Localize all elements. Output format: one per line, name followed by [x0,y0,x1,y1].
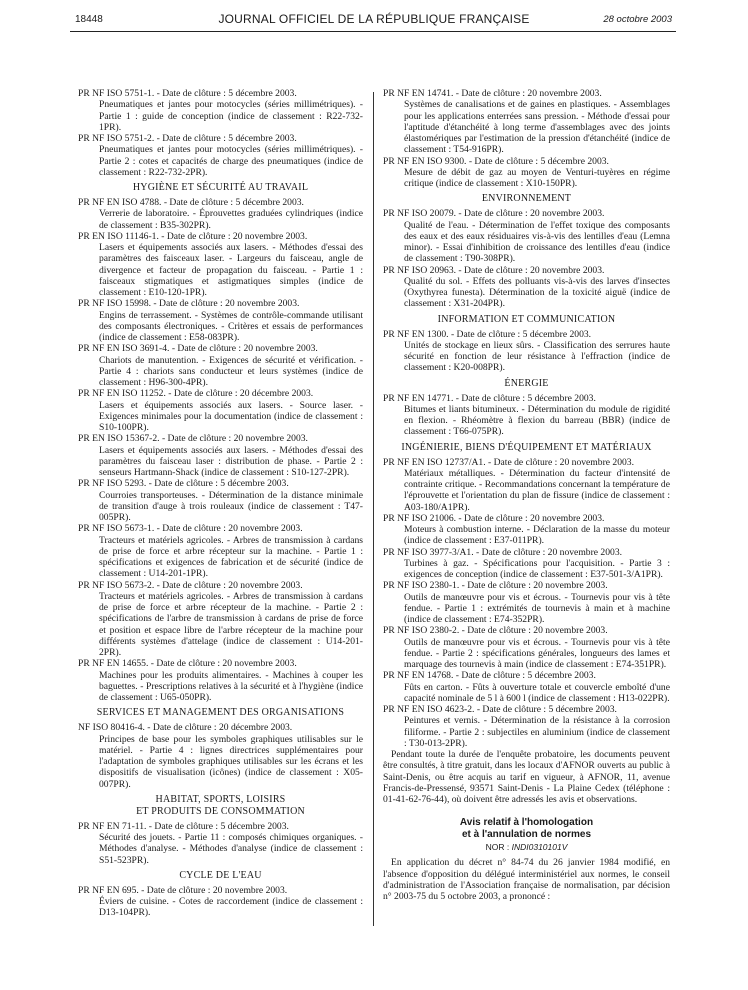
entry-reference: PR NF ISO 5673-1. - Date de clôture : 20 novembre 2003. [78,523,303,535]
page-header [0,10,748,30]
entry-reference: PR NF ISO 5673-2. - Date de clôture : 20 novembre 2003. [78,579,303,591]
section-heading-line: ENVIRONNEMENT [481,193,572,205]
entry-description: Courroies transporteuses. - Détermination de la distance minimale de transition d'auge à trois rouleaux (indice de classement : T47-005PR). [99,489,363,523]
standard-entry [383,704,670,749]
nor-code: INDI0310101V [511,842,568,853]
entry-description: Verrerie de laboratoire. - Éprouvettes graduées cylindriques (indice de classement : B35-302PR). [99,208,363,231]
journal-title: JOURNAL OFFICIEL DE LA RÉPUBLIQUE FRANÇAISE [218,12,530,26]
entry-description: Chariots de manutention. - Exigences de sécurité et vérification. - Partie 4 : chariots sans conducteur et leurs systèmes (indice de classement : H96-300-4PR). [99,354,363,388]
entry-description: Unités de stockage en lieux sûrs. - Classification des serrures haute sécurité en fonction de leur résistance à l'effraction (indice de classement : K20-008PR). [404,339,670,374]
entry-reference: PR NF EN ISO 11252. - Date de clôture : 20 décembre 2003. [78,388,314,400]
entry-description: Engins de terrassement. - Systèmes de contrôle-commande utilisant des composants électroniques. - Critères et essais de performances (indice de classement : E58-083PR). [99,309,363,343]
standard-entry [383,329,670,374]
column-divider [373,92,374,926]
notice-title [383,817,670,841]
notice-title-line: Avis relatif à l'homologation [459,817,594,829]
standard-entry [383,208,670,264]
entry-description: Mesure de débit de gaz au moyen de Venturi-tuyères en régime critique (indice de classement : X10-150PR). [404,166,670,189]
entry-description: Systèmes de canalisations et de gaines en plastiques. - Assemblages pour les applications enterrées sans pression. - Méthode d'essai pour l'aptitude d'étanchéité à long terme d'assemblages avec des joints élastomériques par l'estimation de la pression d'étanchéité (indice de classement : T54-916PR). [404,99,670,156]
issue-date: 28 octobre 2003 [603,14,672,25]
section-heading-line: ET PRODUITS DE CONSOMMATION [136,805,305,817]
entry-reference: PR NF EN 1300. - Date de clôture : 5 décembre 2003. [383,328,592,340]
entry-reference: PR NF ISO 3977-3/A1. - Date de clôture : 20 novembre 2003. [383,546,623,558]
entry-description: Lasers et équipements associés aux lasers. - Méthodes d'essai des paramètres des faisceaux laser. - Largeurs du faisceau, angle de divergence et facteur de propagation du faisceau. - Partie 1 : faisceaux stigmatiques et astigmatiques simples (indice de classement : E10-120-1PR). [99,242,363,298]
left-column [78,88,363,919]
right-column [383,88,670,902]
entry-description: Sécurité des jouets. - Partie 11 : composés chimiques organiques. - Méthodes d'analyse. - Méthodes d'analyse (indice de classement : S51-523PR). [99,832,363,866]
entry-reference: PR NF EN 14768. - Date de clôture : 5 décembre 2003. [383,670,596,682]
entry-reference: PR NF ISO 5751-1. - Date de clôture : 5 décembre 2003. [78,88,297,99]
standard-entry [383,670,670,704]
section-heading [78,870,363,882]
section-heading [383,193,670,205]
section-heading-line: INGÉNIERIE, BIENS D'ÉQUIPEMENT ET MATÉRIAUX [401,441,652,453]
header-rule [70,31,676,32]
body-paragraph: En application du décret n° 84-74 du 26 janvier 1984 modifié, en l'absence d'opposition du délégué interministériel aux normes, le conseil d'administration de l'Association française de normalisation, par décision n° 2003-75 du 5 octobre 2003, a prononcé : [383,857,670,902]
entry-reference: PR NF EN 695. - Date de clôture : 20 novembre 2003. [78,884,288,896]
entry-description: Qualité de l'eau. - Détermination de l'effet toxique des composants des eaux et des eaux résiduaires vis-à-vis des lentilles d'eau (Lemna minor). - Essai d'inhibition de croissance des lentilles d'eau (indice de classement : T90-308PR). [404,219,670,265]
entry-description: Outils de manœuvre pour vis et écrous. - Tournevis pour vis à tête fendue. - Partie 1 : extrémités de tournevis à main et à machine (indice de classement : E74-352PR). [404,591,670,625]
entry-description: Pneumatiques et jantes pour motocycles (séries millimétriques). - Partie 2 : cotes et capacités de charge des pneumatiques (indice de classement : R22-732-2PR). [99,144,363,178]
section-heading [383,314,670,326]
section-heading-line: CYCLE DE L'EAU [179,869,262,881]
entry-reference: PR NF ISO 2380-1. - Date de clôture : 20 novembre 2003. [383,580,608,592]
standard-entry [383,625,670,670]
entry-description: Éviers de cuisine. - Cotes de raccordement (indice de classement : D13-104PR). [99,896,363,919]
entry-description: Pneumatiques et jantes pour motocycles (séries millimétriques). - Partie 1 : guide de conception (indice de classement : R22-732-1PR). [99,99,363,133]
entry-description: Lasers et équipements associés aux lasers. - Source laser. - Exigences minimales pour la documentation (indice de classement : S10-100PR). [99,399,363,433]
entry-description: Moteurs à combustion interne. - Déclaration de la masse du moteur (indice de classement : E37-011PR). [404,524,670,547]
notice-title-line: et à l'annulation de normes [461,829,592,841]
standard-entry [78,478,363,523]
entry-reference: PR NF ISO 5293. - Date de clôture : 5 décembre 2003. [78,478,289,490]
entry-reference: PR NF ISO 15998. - Date de clôture : 20 novembre 2003. [78,298,300,310]
standard-entry [78,433,363,478]
entry-description: Tracteurs et matériels agricoles. - Arbres de transmission à cardans de prise de force et arbre récepteur de la machine. - Partie 2 : spécifications de l'arbre de transmission à cardans de prise de force et position et espace libre de l'arbre récepteur de la machine pour différents systèmes d'attelage (indice de classement : U14-201-2PR). [99,590,363,658]
section-heading [383,378,670,390]
standard-entry [78,231,363,299]
entry-description: Principes de base pour les symboles graphiques utilisables sur le matériel. - Partie 4 : lignes directrices supplémentaires pour l'adaptation de symboles graphiques utilisables sur les écrans et les dispositifs de visualisation (icônes) (indice de classement : X05-007PR). [99,733,363,790]
entry-description: Bitumes et liants bitumineux. - Détermination du module de rigidité en flexion. - Rhéomètre à flexion du barreau (BBR) (indice de classement : T66-075PR). [404,403,670,438]
standard-entry [78,298,363,343]
entry-reference: PR NF ISO 5751-2. - Date de clôture : 5 décembre 2003. [78,133,297,144]
entry-reference: PR NF EN ISO 12737/A1. - Date de clôture : 20 novembre 2003. [383,456,635,468]
standard-entry [78,523,363,579]
section-heading [78,794,363,818]
entry-description: Machines pour les produits alimentaires. - Machines à couper les baguettes. - Prescriptions relatives à la sécurité et à l'hygiène (indice de classement : U65-050PR). [99,669,363,703]
section-heading [383,442,670,454]
section-heading-line: ÉNERGIE [504,377,549,389]
standard-entry [383,457,670,513]
entry-description: Peintures et vernis. - Détermination de la résistance à la corrosion filiforme. - Partie 2 : subjectiles en aluminium (indice de classement : T30-013-2PR). [404,715,670,749]
standard-entry [383,156,670,190]
standard-entry [383,88,670,156]
entry-reference: PR NF EN 71-11. - Date de clôture : 5 décembre 2003. [78,820,289,832]
entry-reference: PR EN ISO 15367-2. - Date de clôture : 20 novembre 2003. [78,433,308,445]
standard-entry [78,722,363,790]
entry-reference: PR NF ISO 20963. - Date de clôture : 20 novembre 2003. [383,264,605,276]
standard-entry [383,580,670,625]
standard-entry [383,265,670,310]
standard-entry [78,343,363,388]
nor-reference [383,841,670,853]
entry-description: Tracteurs et matériels agricoles. - Arbres de transmission à cardans de prise de force et arbre récepteur sur la machine. - Partie 1 : spécifications et exigences de fabrication et de sécurité (indice de classement : U14-201-1PR). [99,534,363,580]
section-heading-line: INFORMATION ET COMMUNICATION [437,313,616,325]
entry-description: Fûts en carton. - Fûts à ouverture totale et couvercle emboîté d'une capacité nominale de 5 l à 600 l (indice de classement : H13-022PR). [404,681,670,704]
standard-entry [78,88,363,133]
standard-entry [78,133,363,178]
entry-reference: PR NF EN ISO 4788. - Date de clôture : 5 décembre 2003. [78,197,304,208]
entry-reference: PR NF EN 14655. - Date de clôture : 20 novembre 2003. [78,658,297,670]
entry-reference: PR NF ISO 20079. - Date de clôture : 20 novembre 2003. [383,208,605,220]
entry-reference: PR EN ISO 11146-1. - Date de clôture : 20 novembre 2003. [78,230,308,242]
section-heading [78,707,363,719]
entry-reference: PR NF EN ISO 4623-2. - Date de clôture : 5 décembre 2003. [383,704,617,715]
page-number: 18448 [75,14,103,25]
standard-entry [383,547,670,581]
entry-reference: PR NF EN 14741. - Date de clôture : 20 novembre 2003. [383,88,602,99]
entry-description: Turbines à gaz. - Spécifications pour l'acquisition. - Partie 3 : exigences de conception (indice de classement : E37-501-3/A1PR). [404,557,670,580]
entry-description: Outils de manœuvre pour vis et écrous. - Tournevis pour vis à tête fendue. - Partie 2 : spécifications générales, longueurs des lames et marquage des tournevis à main (indice de classement : E74-351PR). [404,636,670,670]
entry-reference: PR NF EN 14771. - Date de clôture : 5 décembre 2003. [383,392,596,404]
entry-description: Lasers et équipements associés aux lasers. - Méthodes d'essai des paramètres du faisceau laser : distribution de phase. - Partie 2 : senseurs Hartmann-Shack (indice de classement : S10-127-2PR). [99,444,363,478]
body-paragraph: Pendant toute la durée de l'enquête probatoire, les documents peuvent être consultés, à titre gratuit, dans les locaux d'AFNOR ouverts au public à Saint-Denis, ou être acquis au tarif en vigueur, à AFNOR, 11, avenue Francis-de-Pressensé, 93571 Saint-Denis - La Plaine Cedex (téléphone : 01-41-62-76-44), où doivent être adressés les avis et observations. [383,749,670,805]
section-heading-line: SERVICES ET MANAGEMENT DES ORGANISATIONS [96,707,345,719]
entry-reference: PR NF EN ISO 3691-4. - Date de clôture : 20 novembre 2003. [78,343,318,355]
entry-reference: PR NF ISO 21006. - Date de clôture : 20 novembre 2003. [383,512,605,524]
nor-label: NOR : [485,842,512,853]
standard-entry [78,821,363,866]
standard-entry [78,388,363,433]
standard-entry [78,885,363,919]
section-heading [78,182,363,194]
entry-reference: PR NF ISO 2380-2. - Date de clôture : 20 novembre 2003. [383,625,608,637]
standard-entry [383,393,670,438]
entry-reference: PR NF EN ISO 9300. - Date de clôture : 5 décembre 2003. [383,155,609,167]
section-heading-line: HABITAT, SPORTS, LOISIRS [155,793,286,805]
entry-description: Matériaux métalliques. - Détermination du facteur d'intensité de contrainte critique. - Recommandations concernant la température de l'éprouvette et l'orientation du plan de fissure (indice de classement : A03-180/A1PR). [404,467,670,513]
entry-reference: NF ISO 80416-4. - Date de clôture : 20 décembre 2003. [78,722,293,734]
entry-description: Qualité du sol. - Effets des polluants vis-à-vis des larves d'insectes (Oxythyrea funesta). Détermination de la toxicité aiguë (indice de classement : X31-204PR). [404,275,670,310]
standard-entry [78,580,363,659]
standard-entry [78,658,363,703]
standard-entry [78,197,363,231]
standard-entry [383,513,670,547]
section-heading-line: HYGIÈNE ET SÉCURITÉ AU TRAVAIL [132,182,309,193]
